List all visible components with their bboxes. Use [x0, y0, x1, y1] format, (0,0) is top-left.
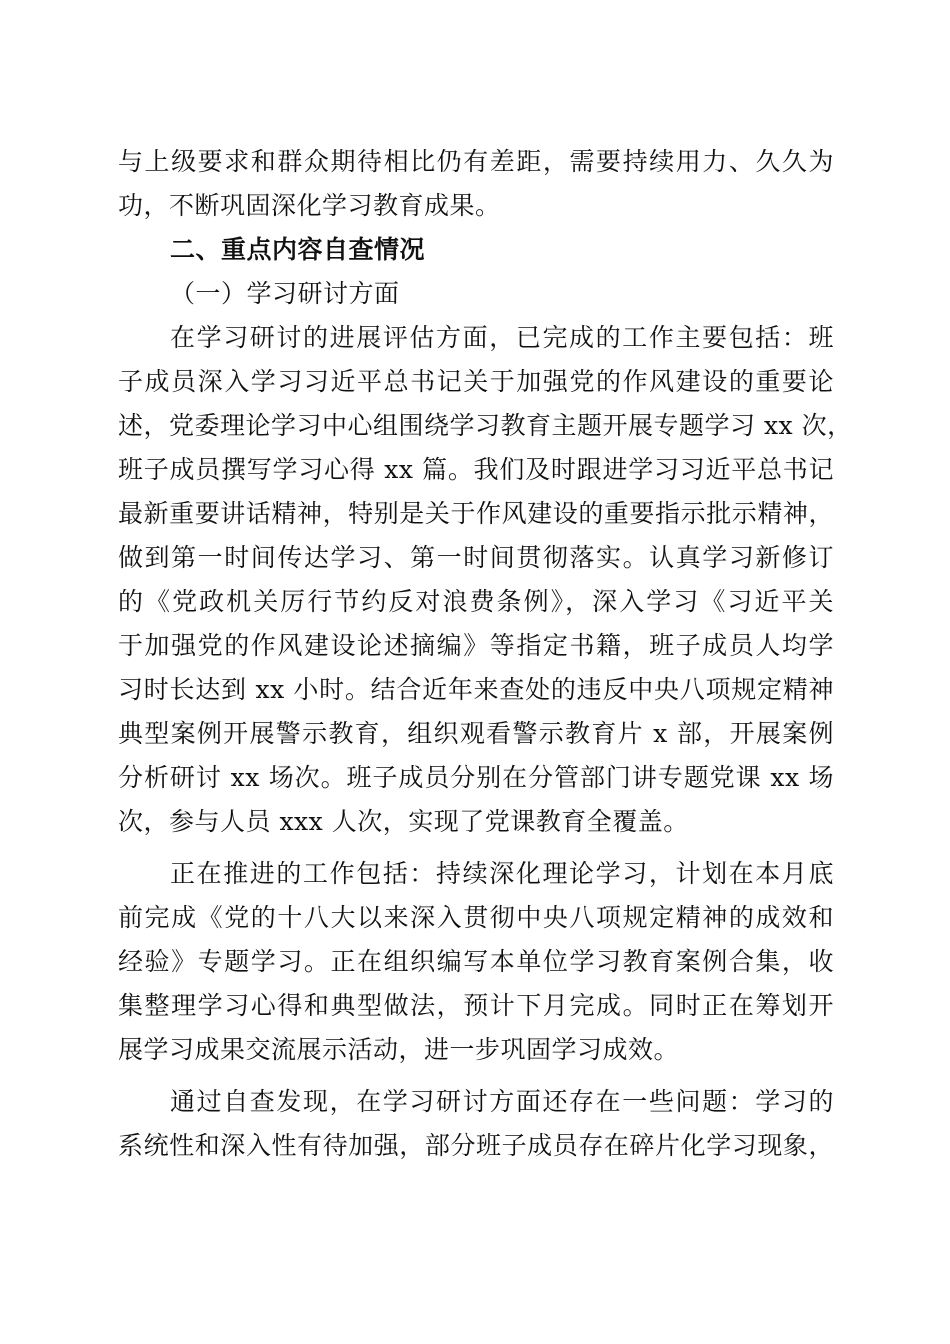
text-line: 于加强党的作风建设论述摘编》等指定书籍，班子成员人均学 — [118, 631, 834, 660]
text-line: 在学习研讨的进展评估方面，已完成的工作主要包括：班 — [170, 323, 834, 352]
text-line: 的《党政机关厉行节约反对浪费条例》，深入学习《习近平关 — [118, 587, 834, 616]
text-line: 最新重要讲话精神，特别是关于作风建设的重要指示批示精神， — [118, 499, 834, 528]
text-line: 集整理学习心得和典型做法，预计下月完成。同时正在筹划开 — [118, 991, 834, 1020]
text-line: 子成员深入学习习近平总书记关于加强党的作风建设的重要论 — [118, 367, 834, 396]
paragraph-completed-work — [118, 316, 853, 844]
text-line: 功，不断巩固深化学习教育成果。 — [118, 191, 501, 220]
paragraph-continuation — [118, 140, 834, 228]
text-line: 习时长达到 xx 小时。结合近年来查处的违反中央八项规定精神 — [118, 675, 834, 704]
text-line: 分析研讨 xx 场次。班子成员分别在分管部门讲专题党课 xx 场 — [118, 763, 834, 792]
text-line: 典型案例开展警示教育，组织观看警示教育片 x 部，开展案例 — [118, 719, 834, 748]
paragraph-issues-found — [118, 1080, 834, 1168]
text-line: 系统性和深入性有待加强，部分班子成员存在碎片化学习现象， — [118, 1131, 834, 1160]
subsection-heading: （一）学习研讨方面 — [170, 279, 400, 308]
text-line: 通过自查发现，在学习研讨方面还存在一些问题：学习的 — [170, 1087, 834, 1116]
text-line: 次，参与人员 xxx 人次，实现了党课教育全覆盖。 — [118, 807, 689, 836]
text-line: 班子成员撰写学习心得 xx 篇。我们及时跟进学习习近平总书记 — [118, 455, 834, 484]
text-line: 正在推进的工作包括：持续深化理论学习，计划在本月底 — [170, 859, 834, 888]
text-line: 前完成《党的十八大以来深入贯彻中央八项规定精神的成效和 — [118, 903, 834, 932]
text-line: 述，党委理论学习中心组围绕学习教育主题开展专题学习 xx 次， — [118, 411, 853, 440]
section-heading: 二、重点内容自查情况 — [170, 235, 426, 264]
text-line: 做到第一时间传达学习、第一时间贯彻落实。认真学习新修订 — [118, 543, 834, 572]
text-line: 与上级要求和群众期待相比仍有差距，需要持续用力、久久为 — [118, 147, 834, 176]
text-line: 展学习成果交流展示活动，进一步巩固学习成效。 — [118, 1035, 680, 1064]
text-line: 经验》专题学习。正在组织编写本单位学习教育案例合集，收 — [118, 947, 834, 976]
paragraph-ongoing-work — [118, 852, 834, 1072]
document-body — [118, 140, 853, 1168]
